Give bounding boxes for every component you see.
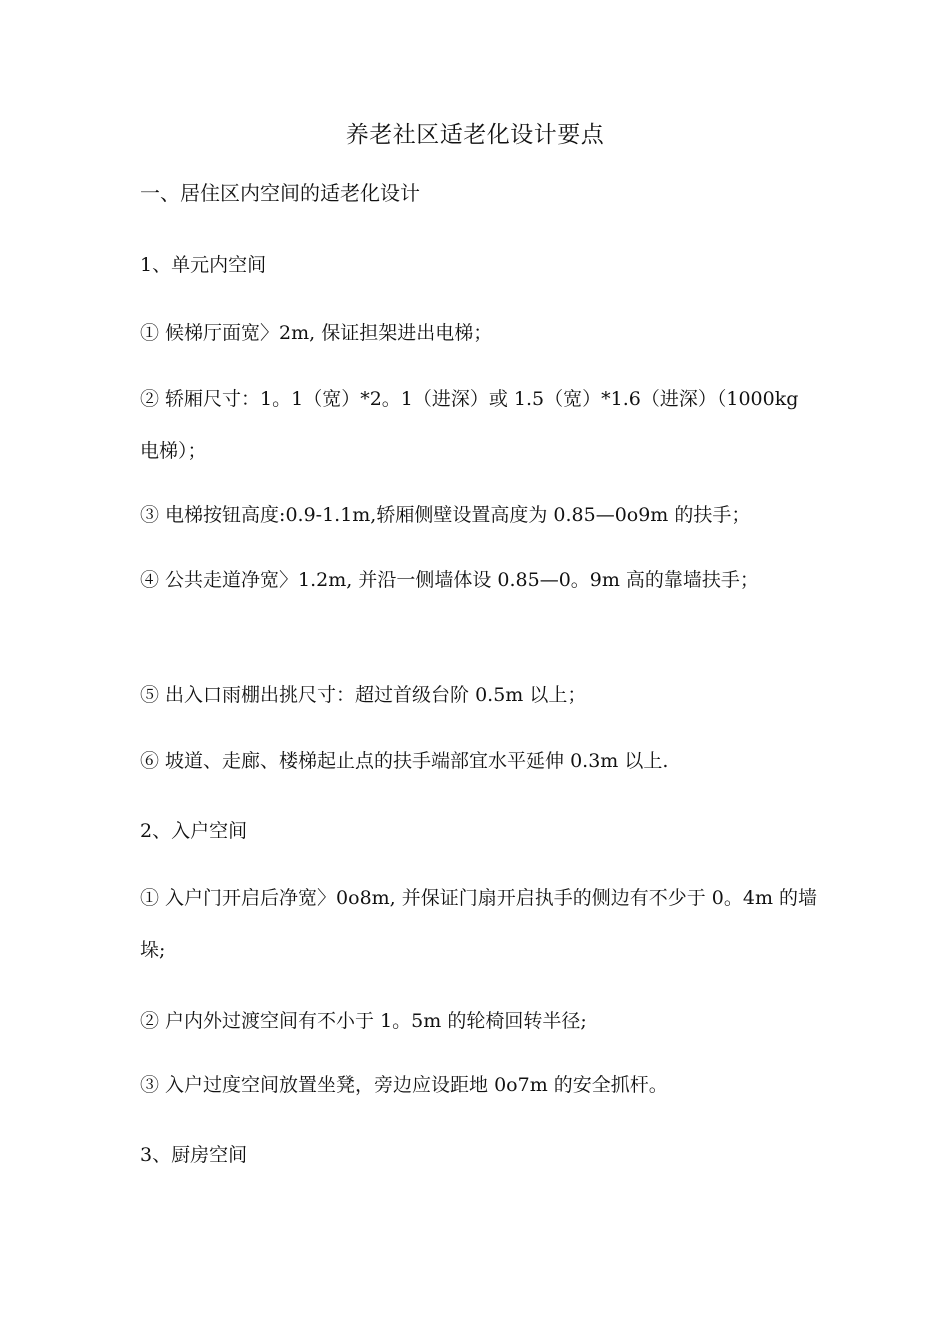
document-title: 养老社区适老化设计要点 [345,122,605,148]
list-item: ② 户内外过渡空间有不小于 1。5m 的轮椅回转半径; [140,1010,587,1032]
list-item: ② 轿厢尺寸：1。1（宽）*2。1（进深）或 1.5（宽）*1.6（进深）（1000kg 电梯）； [140,388,799,462]
subsection-heading-entry-space: 2、入户空间 [140,820,248,842]
list-item: ④ 公共走道净宽〉1.2m, 并沿一侧墙体设 0.85—0。9m 高的靠墙扶手； [140,569,759,591]
list-item: ① 入户门开启后净宽〉0o8m, 并保证门扇开启执手的侧边有不少于 0。4m 的墙垛; [140,887,818,961]
section-heading: 一、居住区内空间的适老化设计 [140,181,420,205]
subsection-heading-kitchen-space: 3、厨房空间 [140,1144,248,1166]
list-item: ⑥ 坡道、走廊、楼梯起止点的扶手端部宜水平延伸 0.3m 以上. [140,750,669,772]
list-item: ① 候梯厅面宽〉2m, 保证担架进出电梯； [140,322,493,344]
list-item: ③ 电梯按钮高度:0.9-1.1m,轿厢侧壁设置高度为 0.85—0o9m 的扶手； [140,504,751,526]
list-item: ③ 入户过度空间放置坐凳，旁边应设距地 0o7m 的安全抓杆。 [140,1074,668,1096]
list-item: ⑤ 出入口雨棚出挑尺寸：超过首级台阶 0.5m 以上； [140,684,587,706]
subsection-heading-unit-space: 1、单元内空间 [140,254,267,276]
